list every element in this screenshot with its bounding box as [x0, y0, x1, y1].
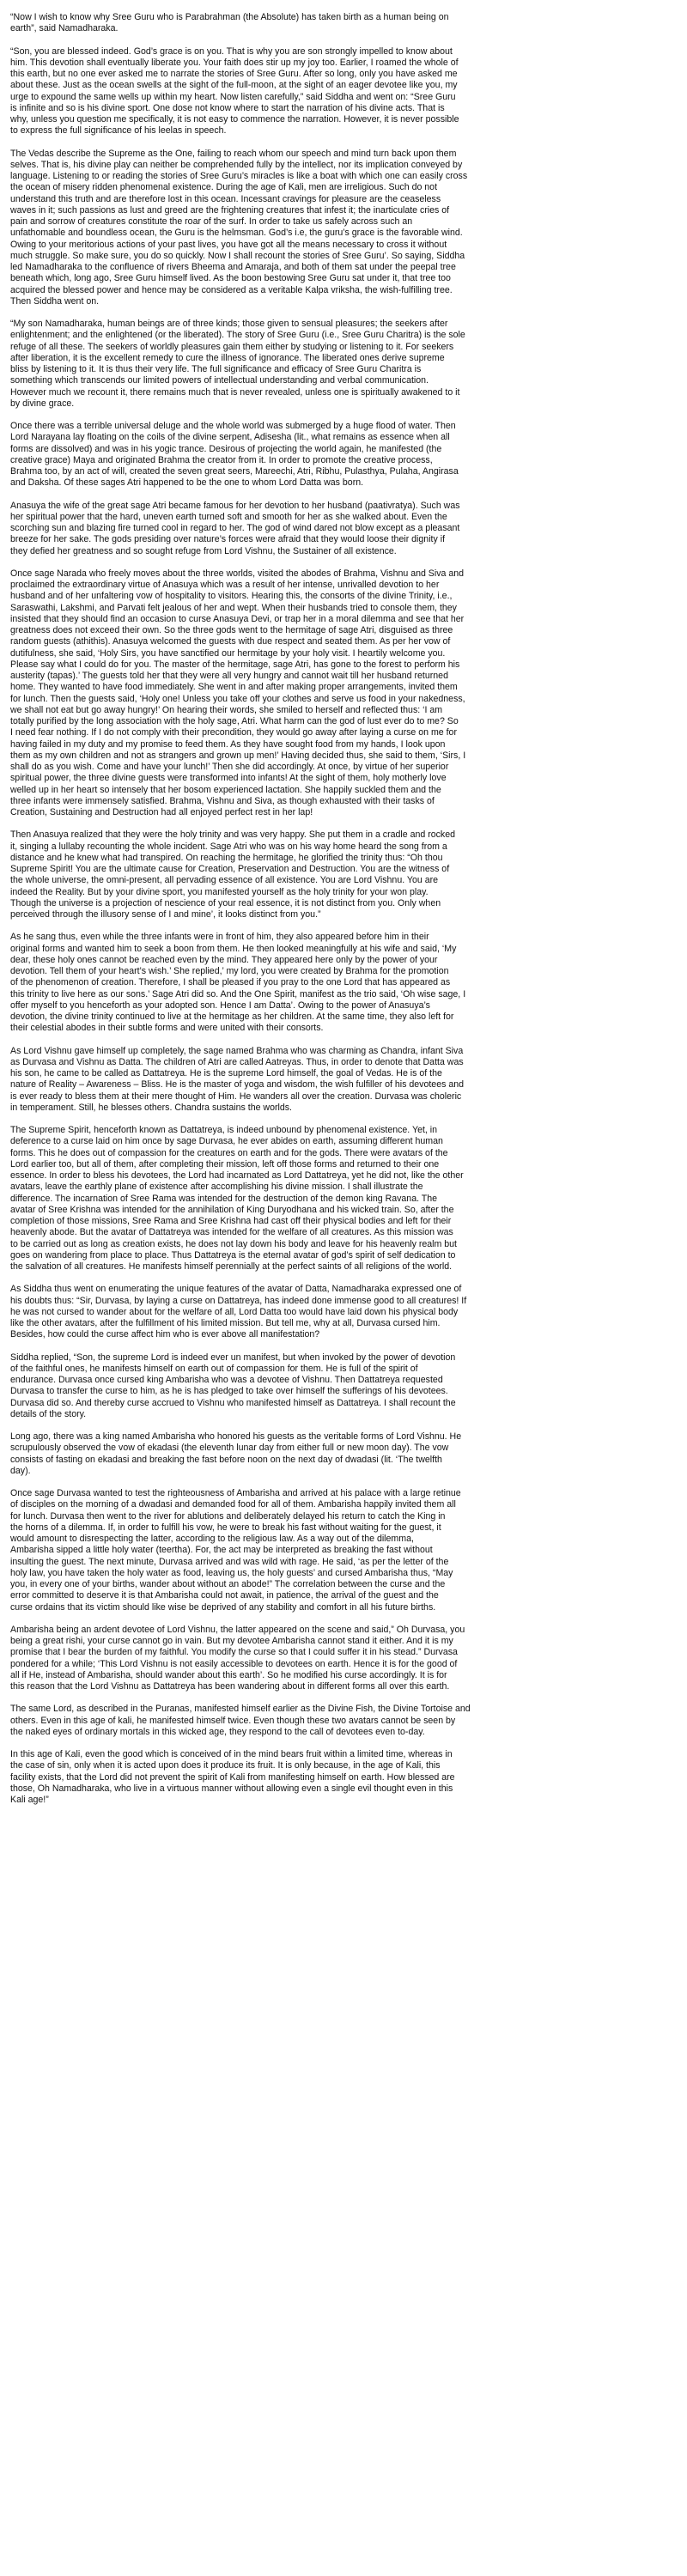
paragraph-13: Siddha replied, “Son, the supreme Lord is indeed ever un manifest, but when invoked by the power of devotion of the faithful ones, he manifests himself on earth out of compassion for them. He is full of the spirit of endurance. Durvasa once cursed king Ambarisha who was a devotee of Vishnu. Then Dattatreya requested Durvasa to transfer the curse to him, as he is has pledged to take over himself the sufferings of his devotees. Durvasa did so. And thereby curse accrued to Vishnu who manifested himself as Dattatreya. I shall recount the details of the story.: [10, 1352, 456, 1419]
paragraph-6: Anasuya the wife of the great sage Atri became famous for her devotion to her husband (paativratya). Such was her spiritual power that the hard, uneven earth turned soft and smooth for her as she walked about. Even the scorching sun and blazing fire turned cool in regard to her. The god of wind dared not blow except as a pleasant breeze for her sake. The gods presiding over nature’s forces were afraid that they would loose their dignity if they defied her greatness and so sought refuge from Lord Vishnu, the Sustainer of all existence.: [10, 500, 460, 556]
paragraph-9: As he sang thus, even while the three infants were in front of him, they also appeared before him in their original forms and wanted him to seek a boon from them. He then looked meaningfully at his wife and said, ‘My dear, these holy ones cannot be reached even by the mind. They appeared here only by the power of your devotion. Tell them of your heart’s wish.’ She replied,’ my lord, you were created by Brahma for the promotion of the phenomenon of creation. Therefore, I shall be pleased if you pray to the one Lord that has appeared as this trinity to live here as our sons.’ Sage Atri did so. And the One Spirit, manifest as the trio said, ‘Oh wise sage, I offer myself to you henceforth as your adopted son. Hence I am Datta’. Owing to the power of Anasuya’s devotion, the divine trinity continued to live at the hermitage as her children. At the same time, they also left for their celestial abodes in their subtle forms and were united with their consorts.: [10, 932, 466, 1034]
paragraph-2: “Son, you are blessed indeed. God’s grace is on you. That is why you are son strongly impelled to know about him. This devotion shall eventually liberate you. Your faith does stir up my joy too. Earlier, I roamed the whole of this earth, but no one ever asked me to narrate the stories of Sree Guru. After so long, only you have asked me about these. Just as the ocean swells at the sight of the full-moon, at the sight of an eager devotee like you, my urge to expound the same wells up within my heart. Now listen carefully,” said Siddha and went on: “Sree Guru is infinite and so is his divine sport. One dose not know where to start the narration of his divine acts. That is why, unless you question me specifically, it is not easy to commence the narration. However, it is never possible to express the full significance of his leelas in speech.: [10, 46, 459, 137]
paragraph-8: Then Anasuya realized that they were the holy trinity and was very happy. She put them in a cradle and rocked it, singing a lullaby recounting the whole incident. Sage Atri who was on his way home heard the song from a distance and he knew what had transpired. On reaching the hermitage, he glorified the trinity thus: “Oh thou Supreme Spirit! You are the ultimate cause for Creation, Preservation and Destruction. You are the witness of the whole universe, the omni-present, all pervading essence of all existence. You are Lord Vishnu. You are indeed the Reality. But by your divine sport, you manifested yourself as the holy trinity for your won play. Though the universe is a projection of nescience of your real essence, it is not distinct from you. Only when perceived through the illusory sense of I and mine’, it looks distinct from you.”: [10, 829, 456, 920]
paragraph-17: The same Lord, as described in the Puranas, manifested himself earlier as the Divine Fish, the Divine Tortoise and others. Even in this age of kali, he manifested himself twice. Even though these two avatars cannot be seen by the naked eyes of ordinary mortals in this wicked age, they respond to the call of devotees even to-day.: [10, 1704, 471, 1737]
paragraph-15: Once sage Durvasa wanted to test the righteousness of Ambarisha and arrived at his palace with a large retinue of disciples on the morning of a dwadasi and demanded food for all of them. Ambarisha happily invited them all for lunch. Durvasa then went to the river for ablutions and deliberately delayed his return to catch the King in the horns of a dilemma. If, in order to fulfill his vow, he were to break his fast without waiting for the guest, it would amount to disrespecting the latter, according to the religious law. As a way out of the dilemma, Ambarisha sipped a little holy water (teertha). For, the act may be interpreted as breaking the fast without insulting the guest. The next minute, Durvasa arrived and was wild with rage. He said, ‘as per the letter of the holy law, you have taken the holy water as food, leaving us, the holy guests’ and cursed Ambarisha thus, “May you, in every one of your births, wander about without an abode!” The correlation between the curse and the error committed to deserve it is that Ambarisha could not await, in patience, the arrival of the guest and the curse ordains that its victim should like wise be deprived of any stability and comfort in all his future births.: [10, 1488, 461, 1613]
paragraph-1: “Now I wish to know why Sree Guru who is Parabrahman (the Absolute) has taken birth as a human being on earth”, said Namadharaka.: [10, 12, 449, 34]
paragraph-14: Long ago, there was a king named Ambarisha who honored his guests as the veritable forms of Lord Vishnu. He scrupulously observed the vow of ekadasi (the eleventh lunar day from either full or new moon day). The vow consists of fasting on ekadasi and breaking the fast before noon on the next day of dwadasi (lit. ‘The twelfth day).: [10, 1431, 462, 1476]
paragraph-5: Once there was a terrible universal deluge and the whole world was submerged by a huge flood of water. Then Lord Narayana lay floating on the coils of the divine serpent, Adisesha (lit., what remains as essence when all forms are dissolved) and was in his yogic trance. Desirous of projecting the world again, he manifested (the creative grace) Maya and originated Brahma the creator from it. In order to promote the creative process, Brahma too, by an act of will, created the seven great seers, Mareechi, Atri, Ribhu, Pulasthya, Pulaha, Angirasa and Daksha. Of these sages Atri happened to be the one to whom Lord Datta was born.: [10, 421, 459, 489]
paragraph-3: The Vedas describe the Supreme as the One, failing to reach whom our speech and mind turn back upon them selves. That is, his divine play can neither be comprehended fully by the intellect, nor its implication conveyed by language. Listening to or reading the stories of Sree Guru’s miracles is like a boat with which one can easily cross the ocean of misery ridden phenomenal existence. During the age of Kali, men are irreligious. Such do not understand this truth and are therefore lost in this ocean. Incessant cravings for pleasure are the ceaseless waves in it; such passions as lust and greed are the frightening creatures that infest it; the inarticulate cries of pain and sorrow of creatures constitute the roar of the surf. In order to take us safely across such an unfathomable and boundless ocean, the Guru is the helmsman. God’s i.e, the guru’s grace is the favorable wind. Owing to your meritorious actions of your past lives, you have got all the means necessary to cross it without much struggle. So make sure, you do so quickly. Now I shall recount the stories of Sree Guru’. So saying, Siddha led Namadharaka to the confluence of rivers Bheema and Amaraja, and both of them sat under the peepal tree beneath which, long ago, Sree Guru himself lived. As the boon bestowing Sree Guru sat under it, that tree too acquired the blessed power and hence may be considered as a veritable Kalpa vriksha, the wish-fulfilling tree. Then Siddha went on.: [10, 148, 468, 307]
paragraph-16: Ambarisha being an ardent devotee of Lord Vishnu, the latter appeared on the scene and said,” Oh Durvasa, you being a great rishi, your curse cannot go in vain. But my devotee Ambarisha cannot stand it either. And it is my promise that I bear the burden of my faithful. You modify the curse so that I could suffer it in his stead.” Durvasa pondered for a while; ‘This Lord Vishnu is not easily accessible to devotees on earth. Hence it is for the good of all if He, instead of Ambarisha, should wander about this earth’. So he modified his curse accordingly. It is for this reason that the Lord Vishnu as Dattatreya has been wandering about in different forms all over this earth.: [10, 1624, 465, 1692]
paragraph-10: As Lord Vishnu gave himself up completely, the sage named Brahma who was charming as Chandra, infant Siva as Durvasa and Vishnu as Datta. The children of Atri are called Aatreyas. Thus, in order to denote that Datta was his son, he came to be called as Dattatreya. He is the supreme Lord himself, the goal of Vedas. He is of the nature of Reality – Awareness – Bliss. He is the master of yoga and wisdom, the wish fulfiller of his devotees and is ever ready to bless them at their mere thought of Him. He wanders all over the creation. Durvasa was choleric in temperament. Still, he blesses others. Chandra sustains the worlds.: [10, 1045, 464, 1113]
paragraph-4: “My son Namadharaka, human beings are of three kinds; those given to sensual pleasures; the seekers after enlightenment; and the enlightened (or the liberated). The story of Sree Guru (i.e., Sree Guru Charitra) is the sole refuge of all these. The seekers of worldly pleasures gain them either by studying or listening to it. For seekers after liberation, it is the excellent remedy to cure the illness of ignorance. The liberated ones derive supreme bliss by listening to it. It is thus their very life. The full significance and efficacy of Sree Guru Charitra is something which transcends our limited powers of intellectual understanding and verbal communication. However much we recount it, there remains much that is never revealed, unless one is spiritually awakened to it by divine grace.: [10, 319, 465, 409]
paragraph-18: In this age of Kali, even the good which is conceived of in the mind bears fruit within a limited time, whereas in the case of sin, only when it is acted upon does it produce its fruit. It is only because, in the age of Kali, this facility exists, that the Lord did not prevent the spirit of Kali from manifesting himself on earth. How blessed are those, Oh Namadharaka, who live in a virtuous manner without allowing even a single evil thought even in this Kali age!”: [10, 1749, 455, 1805]
paragraph-12: As Siddha thus went on enumerating the unique features of the avatar of Datta, Namadharaka expressed one of his doubts thus: “Sir, Durvasa, by laying a curse on Dattatreya, has indeed done immense good to all creatures! If he was not cursed to wander about for the welfare of all, Lord Datta too would have laid down his physical body like the other avatars, after the fulfillment of his limited mission. But tell me, why at all, Durvasa cursed him. Besides, how could the curse affect him who is ever above all manifestation?: [10, 1284, 467, 1340]
paragraph-7: Once sage Narada who freely moves about the three worlds, visited the abodes of Brahma, Vishnu and Siva and proclaimed the extraordinary virtue of Anasuya which was a result of her intense, unrivalled devotion to her husband and of her unfaltering vow of hospitality to visitors. Hearing this, the consorts of the divine Trinity, i.e., Saraswathi, Lakshmi, and Parvati felt jealous of her and wept. When their husbands tried to console them, they insisted that they should find an occasion to curse Anasuya Devi, or trap her in a moral dilemma and see that her greatness does not exceed their own. So the three gods went to the hermitage of sage Atri, disguised as three random guests (athithis). Anasuya welcomed the guests with due respect and seated them. As per her vow of dutifulness, she said, ‘Holy Sirs, you have sanctified our hermitage by your holy visit. I heartily welcome you. Please say what I could do for you. The master of the hermitage, sage Atri, has gone to the forest to perform his austerity (tapas).’ The guests told her that they were all very hungry and cannot wait till her husband returned home. They wanted to have food immediately. She went in and after making proper arrangements, invited them for lunch. Then the guests said, ‘Holy one! Unless you take off your clothes and serve us food in your nakedness, we shall not eat but go away hungry!’ On hearing their words, she smiled to herself and reflected thus: ‘I am totally purified by the long association with the holy sage, Atri. What harm can the god of lust ever do to me? So I need fear nothing. If I do not comply with their precondition, they would go away after laying a curse on me for having failed in my duty and my promise to feed them. As they have sought food from my hands, I look upon them as my own children and not as strangers and grown up men!’ Having decided thus, she said to them, ‘Sirs, I shall do as you wish. Come and have your lunch!’ Then she did accordingly. At once, by virtue of her superior spiritual power, the three divine guests were transformed into infants! At the sight of them, holy motherly love welled up in her heart so intensely that her bosom experienced lactation. She happily suckled them and the three infants were immensely satisfied. Brahma, Vishnu and Siva, as though exhausted with their tasks of Creation, Sustaining and Destruction had all enjoyed perfect rest in her lap!: [10, 568, 466, 817]
paragraph-11: The Supreme Spirit, henceforth known as Dattatreya, is indeed unbound by phenomenal existence. Yet, in deference to a curse laid on him once by sage Durvasa, he ever abides on earth, assuming different human forms. This he does out of compassion for the creatures on earth and for the gods. There were avatars of the Lord earlier too, but all of them, after completing their mission, left off those forms and returned to their one essence. In order to bless his devotees, the Lord had incarnated as Lord Dattatreya, yet he did not, like the other avatars, leave the earthly plane of existence after accomplishing his divine mission. I shall illustrate the difference. The incarnation of Sree Rama was intended for the destruction of the demon king Ravana. The avatar of Sree Krishna was intended for the annihilation of King Duryodhana and his wicked train. So, after the completion of those missions, Sree Rama and Sree Krishna had cast off their physical bodies and left for their heavenly abode. But the avatar of Dattatreya was intended for the welfare of all creatures. As this mission was to be carried out as long as creation exists, he does not lay down his body and leave for his heavenly realm but goes on wandering from place to place. Thus Dattatreya is the eternal avatar of god’s spirit of self dedication to the salvation of all creatures. He manifests himself perennially at the perfect saints of all religions of the world.: [10, 1125, 464, 1272]
